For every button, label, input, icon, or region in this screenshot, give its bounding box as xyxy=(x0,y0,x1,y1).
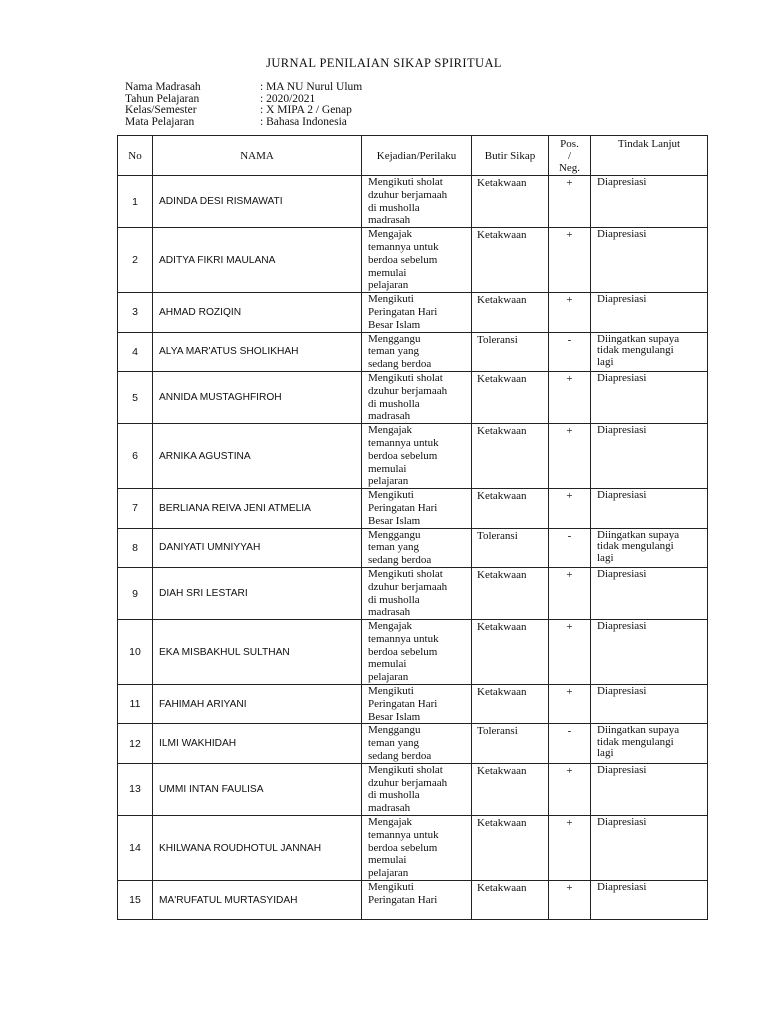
cell-nama: ARNIKA AGUSTINA xyxy=(153,424,362,489)
kejadian-line: di musholla xyxy=(368,593,420,606)
cell-kejadian xyxy=(362,528,472,567)
cell-nama: EKA MISBAKHUL SULTHAN xyxy=(153,620,362,685)
header-pos-neg xyxy=(549,136,591,176)
cell-kejadian xyxy=(362,567,472,619)
tindak-line: Diingatkan supaya xyxy=(597,528,680,541)
cell-tindak-lanjut xyxy=(591,371,708,423)
cell-nama: ADITYA FIKRI MAULANA xyxy=(153,228,362,293)
cell-butir-sikap: Ketakwaan xyxy=(472,176,549,228)
cell-tindak-lanjut xyxy=(591,763,708,815)
kejadian-line: memulai xyxy=(368,462,407,475)
kejadian-line: Mengikuti xyxy=(368,293,414,306)
cell-butir-sikap: Ketakwaan xyxy=(472,816,549,881)
cell-nama: FAHIMAH ARIYANI xyxy=(153,685,362,724)
cell-no: 12 xyxy=(118,724,153,763)
meta-value: : MA NU Nurul Ulum xyxy=(260,81,363,93)
meta-label: Mata Pelajaran xyxy=(125,116,195,129)
kejadian-line: madrasah xyxy=(368,410,411,423)
journal-table xyxy=(117,135,708,920)
tindak-line: Diingatkan supaya xyxy=(597,332,680,345)
cell-kejadian xyxy=(362,685,472,724)
cell-tindak-lanjut xyxy=(591,620,708,685)
cell-no: 2 xyxy=(118,228,153,293)
kejadian-line: berdoa sebelum xyxy=(368,449,438,462)
cell-tindak-lanjut xyxy=(591,332,708,371)
cell-nama: KHILWANA ROUDHOTUL JANNAH xyxy=(153,816,362,881)
cell-no: 13 xyxy=(118,763,153,815)
meta-row-mapel xyxy=(125,117,362,129)
cell-nama: AHMAD ROZIQIN xyxy=(153,293,362,332)
cell-butir-sikap: Ketakwaan xyxy=(472,881,549,920)
kejadian-line: dzuhur berjamaah xyxy=(368,776,448,789)
cell-pos-neg: + xyxy=(549,371,591,423)
table-row xyxy=(118,371,708,423)
kejadian-line: Mengikuti xyxy=(368,881,414,894)
cell-kejadian xyxy=(362,489,472,528)
kejadian-line: dzuhur berjamaah xyxy=(368,188,448,201)
kejadian-line: Mengikuti sholat xyxy=(368,371,443,384)
header-tindak-lanjut: Tindak Lanjut xyxy=(591,136,708,176)
header-butir-sikap: Butir Sikap xyxy=(472,136,549,176)
tindak-line: Diapresiasi xyxy=(597,371,647,384)
cell-pos-neg: + xyxy=(549,881,591,920)
cell-pos-neg: + xyxy=(549,424,591,489)
cell-tindak-lanjut xyxy=(591,567,708,619)
cell-tindak-lanjut xyxy=(591,176,708,228)
kejadian-line: Menggangu xyxy=(368,724,421,737)
cell-tindak-lanjut xyxy=(591,228,708,293)
kejadian-line: teman yang xyxy=(368,541,420,554)
cell-pos-neg: + xyxy=(549,763,591,815)
kejadian-line: berdoa sebelum xyxy=(368,645,438,658)
cell-no: 4 xyxy=(118,332,153,371)
table-row xyxy=(118,816,708,881)
kejadian-line: Besar Islam xyxy=(368,318,421,331)
table-row xyxy=(118,724,708,763)
kejadian-line: Mengikuti xyxy=(368,685,414,698)
meta-value: : X MIPA 2 / Genap xyxy=(260,104,352,117)
cell-no: 1 xyxy=(118,176,153,228)
table-row xyxy=(118,489,708,528)
tindak-line: Diapresiasi xyxy=(597,763,647,776)
cell-no: 8 xyxy=(118,528,153,567)
document-meta xyxy=(125,82,362,129)
cell-kejadian xyxy=(362,176,472,228)
cell-tindak-lanjut xyxy=(591,816,708,881)
kejadian-line: Besar Islam xyxy=(368,514,421,527)
meta-label: Nama Madrasah xyxy=(125,81,201,93)
cell-kejadian xyxy=(362,228,472,293)
cell-kejadian xyxy=(362,881,472,920)
tindak-line: tidak mengulangi xyxy=(597,344,674,357)
cell-butir-sikap: Toleransi xyxy=(472,528,549,567)
cell-butir-sikap: Ketakwaan xyxy=(472,763,549,815)
meta-value: : 2020/2021 xyxy=(260,92,316,105)
cell-nama: BERLIANA REIVA JENI ATMELIA xyxy=(153,489,362,528)
kejadian-line: sedang berdoa xyxy=(368,554,432,567)
header-no: No xyxy=(118,136,153,176)
cell-butir-sikap: Ketakwaan xyxy=(472,371,549,423)
kejadian-line: madrasah xyxy=(368,802,411,815)
cell-tindak-lanjut xyxy=(591,528,708,567)
cell-tindak-lanjut xyxy=(591,724,708,763)
kejadian-line: temannya untuk xyxy=(368,436,439,449)
kejadian-line: pelajaran xyxy=(368,279,409,292)
kejadian-line: temannya untuk xyxy=(368,240,439,253)
tindak-line: Diapresiasi xyxy=(597,816,647,829)
kejadian-line: temannya untuk xyxy=(368,828,439,841)
table-body xyxy=(118,176,708,920)
table-row xyxy=(118,567,708,619)
tindak-line: Diapresiasi xyxy=(597,424,647,437)
cell-kejadian xyxy=(362,332,472,371)
meta-label: Kelas/Semester xyxy=(125,104,197,117)
kejadian-line: sedang berdoa xyxy=(368,358,432,371)
header-pos-line: Neg. xyxy=(558,161,581,174)
kejadian-line: Peringatan Hari xyxy=(368,893,438,906)
cell-kejadian xyxy=(362,816,472,881)
table-row xyxy=(118,332,708,371)
tindak-line: Diapresiasi xyxy=(597,620,647,633)
header-nama: NAMA xyxy=(153,136,362,176)
kejadian-line: teman yang xyxy=(368,345,420,358)
table-header-row xyxy=(118,136,708,176)
kejadian-line: di musholla xyxy=(368,397,420,410)
tindak-line: Diapresiasi xyxy=(597,228,647,241)
kejadian-line: Peringatan Hari xyxy=(368,697,438,710)
kejadian-line: Mengikuti sholat xyxy=(368,567,443,580)
table-row xyxy=(118,293,708,332)
cell-butir-sikap: Ketakwaan xyxy=(472,685,549,724)
cell-kejadian xyxy=(362,763,472,815)
kejadian-line: Mengikuti xyxy=(368,489,414,502)
cell-pos-neg: + xyxy=(549,620,591,685)
cell-no: 14 xyxy=(118,816,153,881)
cell-no: 9 xyxy=(118,567,153,619)
kejadian-line: madrasah xyxy=(368,606,411,619)
table-row xyxy=(118,685,708,724)
kejadian-line: Peringatan Hari xyxy=(368,305,438,318)
cell-kejadian xyxy=(362,293,472,332)
kejadian-line: Peringatan Hari xyxy=(368,501,438,514)
cell-no: 11 xyxy=(118,685,153,724)
cell-no: 10 xyxy=(118,620,153,685)
cell-no: 15 xyxy=(118,881,153,920)
meta-value: : Bahasa Indonesia xyxy=(260,116,347,129)
cell-kejadian xyxy=(362,620,472,685)
kejadian-line: Mengajak xyxy=(368,620,412,633)
kejadian-line: berdoa sebelum xyxy=(368,253,438,266)
cell-butir-sikap: Ketakwaan xyxy=(472,293,549,332)
cell-pos-neg: + xyxy=(549,816,591,881)
cell-tindak-lanjut xyxy=(591,489,708,528)
kejadian-line: Mengikuti sholat xyxy=(368,176,443,188)
cell-kejadian xyxy=(362,371,472,423)
cell-pos-neg: - xyxy=(549,528,591,567)
table-row xyxy=(118,424,708,489)
document-title: JURNAL PENILAIAN SIKAP SPIRITUAL xyxy=(266,56,502,70)
kejadian-line: Menggangu xyxy=(368,528,421,541)
cell-pos-neg: + xyxy=(549,293,591,332)
table-row xyxy=(118,528,708,567)
cell-pos-neg: + xyxy=(549,176,591,228)
table-row xyxy=(118,763,708,815)
tindak-line: Diapresiasi xyxy=(597,881,647,894)
cell-no: 7 xyxy=(118,489,153,528)
tindak-line: Diapresiasi xyxy=(597,567,647,580)
cell-butir-sikap: Ketakwaan xyxy=(472,567,549,619)
cell-no: 5 xyxy=(118,371,153,423)
kejadian-line: Mengajak xyxy=(368,228,412,241)
cell-tindak-lanjut xyxy=(591,424,708,489)
kejadian-line: Mengikuti sholat xyxy=(368,763,443,776)
tindak-line: lagi xyxy=(597,355,614,368)
tindak-line: Diingatkan supaya xyxy=(597,724,680,737)
header-pos-line: / xyxy=(567,149,572,162)
kejadian-line: di musholla xyxy=(368,789,420,802)
header-pos-line: Pos. xyxy=(560,137,579,150)
kejadian-line: dzuhur berjamaah xyxy=(368,580,448,593)
tindak-line: Diapresiasi xyxy=(597,489,647,502)
cell-no: 6 xyxy=(118,424,153,489)
cell-tindak-lanjut xyxy=(591,881,708,920)
cell-pos-neg: - xyxy=(549,724,591,763)
cell-butir-sikap: Ketakwaan xyxy=(472,620,549,685)
cell-no: 3 xyxy=(118,293,153,332)
cell-nama: DIAH SRI LESTARI xyxy=(153,567,362,619)
kejadian-line: pelajaran xyxy=(368,671,409,684)
kejadian-line: memulai xyxy=(368,266,407,279)
tindak-line: Diapresiasi xyxy=(597,293,647,306)
cell-nama: ADINDA DESI RISMAWATI xyxy=(153,176,362,228)
cell-tindak-lanjut xyxy=(591,293,708,332)
cell-butir-sikap: Toleransi xyxy=(472,332,549,371)
cell-pos-neg: + xyxy=(549,489,591,528)
cell-pos-neg: + xyxy=(549,685,591,724)
kejadian-line: Besar Islam xyxy=(368,710,421,723)
cell-tindak-lanjut xyxy=(591,685,708,724)
cell-nama: DANIYATI UMNIYYAH xyxy=(153,528,362,567)
tindak-line: lagi xyxy=(597,551,614,564)
kejadian-line: memulai xyxy=(368,658,407,671)
table-row xyxy=(118,881,708,920)
kejadian-line: di musholla xyxy=(368,201,420,214)
kejadian-line: memulai xyxy=(368,854,407,867)
kejadian-line: Mengajak xyxy=(368,816,412,829)
cell-butir-sikap: Toleransi xyxy=(472,724,549,763)
header-kejadian: Kejadian/Perilaku xyxy=(362,136,472,176)
tindak-line: tidak mengulangi xyxy=(597,735,674,748)
kejadian-line: berdoa sebelum xyxy=(368,841,438,854)
cell-pos-neg: + xyxy=(549,567,591,619)
cell-pos-neg: + xyxy=(549,228,591,293)
cell-nama: ANNIDA MUSTAGHFIROH xyxy=(153,371,362,423)
tindak-line: lagi xyxy=(597,747,614,760)
kejadian-line: sedang berdoa xyxy=(368,750,432,763)
cell-kejadian xyxy=(362,724,472,763)
kejadian-line: temannya untuk xyxy=(368,632,439,645)
kejadian-line: pelajaran xyxy=(368,867,409,880)
kejadian-line: madrasah xyxy=(368,214,411,227)
cell-butir-sikap: Ketakwaan xyxy=(472,489,549,528)
cell-butir-sikap: Ketakwaan xyxy=(472,228,549,293)
cell-nama: UMMI INTAN FAULISA xyxy=(153,763,362,815)
cell-butir-sikap: Ketakwaan xyxy=(472,424,549,489)
cell-nama: ILMI WAKHIDAH xyxy=(153,724,362,763)
tindak-line: tidak mengulangi xyxy=(597,540,674,553)
table-row xyxy=(118,228,708,293)
kejadian-line: teman yang xyxy=(368,737,420,750)
tindak-line: Diapresiasi xyxy=(597,685,647,698)
kejadian-line: dzuhur berjamaah xyxy=(368,384,448,397)
table-row xyxy=(118,620,708,685)
cell-pos-neg: - xyxy=(549,332,591,371)
tindak-line: Diapresiasi xyxy=(597,176,647,188)
meta-label: Tahun Pelajaran xyxy=(125,92,200,105)
kejadian-line: Mengajak xyxy=(368,424,412,437)
kejadian-line: pelajaran xyxy=(368,475,409,488)
meta-row-madrasah xyxy=(125,82,362,94)
cell-nama: MA'RUFATUL MURTASYIDAH xyxy=(153,881,362,920)
cell-nama: ALYA MAR'ATUS SHOLIKHAH xyxy=(153,332,362,371)
table-row xyxy=(118,176,708,228)
cell-kejadian xyxy=(362,424,472,489)
kejadian-line: Menggangu xyxy=(368,332,421,345)
